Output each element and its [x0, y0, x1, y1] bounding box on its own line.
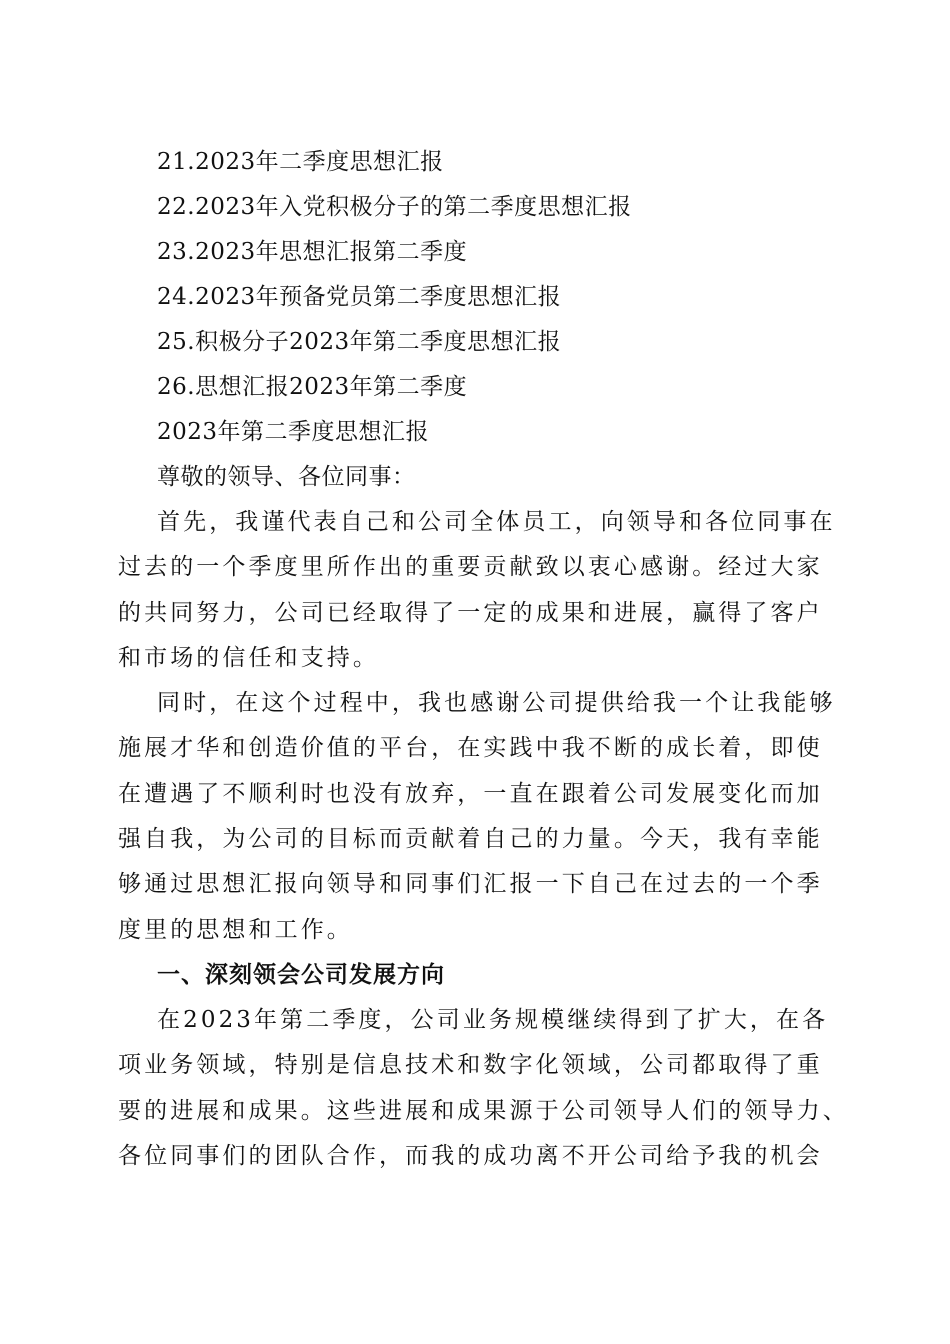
document-title: 2023年第二季度思想汇报	[157, 419, 430, 445]
paragraph-line: 要的进展和成果。这些进展和成果源于公司领导人们的领导力、	[118, 1097, 849, 1124]
paragraph-line: 项业务领域，特别是信息技术和数字化领域，公司都取得了重	[118, 1052, 823, 1079]
paragraph-1	[118, 500, 836, 681]
paragraph-line: 在遭遇了不顺利时也没有放弃，一直在跟着公司发展变化而加	[118, 780, 823, 807]
document-body	[118, 140, 849, 1179]
greeting: 尊敬的领导、各位同事：	[157, 464, 416, 490]
paragraph-line: 首先，我谨代表自己和公司全体员工，向领导和各位同事在	[157, 509, 836, 535]
paragraph-line: 在2023年第二季度，公司业务规模继续得到了扩大，在各	[157, 1006, 829, 1033]
paragraph-3	[118, 998, 849, 1179]
paragraph-line: 强自我，为公司的目标而贡献着自己的力量。今天，我有幸能	[118, 826, 823, 853]
paragraph-line: 各位同事们的团队合作，而我的成功离不开公司给予我的机会	[118, 1142, 823, 1169]
list-item: 22.2023年入党积极分子的第二季度思想汇报	[157, 194, 632, 220]
section-heading: 一、深刻领会公司发展方向	[157, 961, 445, 988]
paragraph-line: 够通过思想汇报向领导和同事们汇报一下自己在过去的一个季	[118, 871, 823, 898]
paragraph-line: 施展才华和创造价值的平台，在实践中我不断的成长着，即使	[118, 735, 823, 762]
list-item: 24.2023年预备党员第二季度思想汇报	[157, 284, 562, 310]
paragraph-2	[118, 681, 836, 953]
paragraph-line: 度里的思想和工作。	[118, 916, 353, 943]
list-item: 26.思想汇报2023年第二季度	[157, 374, 468, 400]
paragraph-line: 过去的一个季度里所作出的重要贡献致以衷心感谢。经过大家	[118, 554, 823, 581]
list-item: 21.2023年二季度思想汇报	[157, 149, 444, 175]
list-item: 25.积极分子2023年第二季度思想汇报	[157, 329, 562, 355]
paragraph-line: 和市场的信任和支持。	[118, 644, 379, 671]
list-item: 23.2023年思想汇报第二季度	[157, 239, 468, 265]
paragraph-line: 同时，在这个过程中，我也感谢公司提供给我一个让我能够	[157, 690, 836, 717]
paragraph-line: 的共同努力，公司已经取得了一定的成果和进展，赢得了客户	[118, 599, 823, 626]
related-list	[118, 140, 830, 410]
